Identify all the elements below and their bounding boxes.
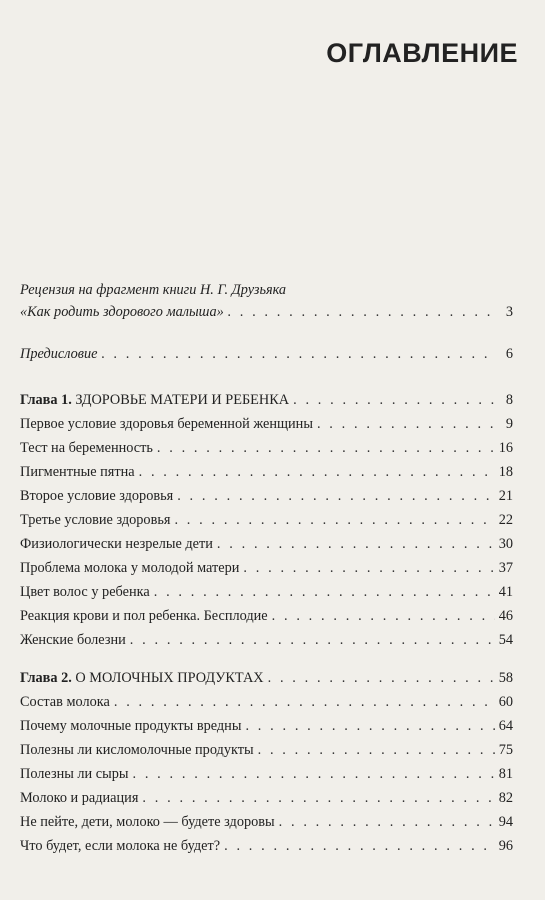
dot-leader: [228, 304, 495, 320]
toc-entry-title: Реакция крови и пол ребенка. Бесплодие: [20, 608, 268, 624]
toc-entry-title: Пигментные пятна: [20, 464, 135, 480]
dot-leader: [174, 512, 494, 528]
dot-leader: [245, 718, 494, 734]
toc-chapter-2[interactable]: [20, 670, 513, 686]
toc-entry-page: 37: [498, 560, 513, 576]
dot-leader: [130, 632, 495, 648]
toc-entry[interactable]: [20, 632, 513, 656]
dot-leader: [154, 584, 495, 600]
toc-entry[interactable]: [20, 814, 513, 838]
toc-entry[interactable]: [20, 536, 513, 560]
toc-entry-title: Полезны ли кисломолочные продукты: [20, 742, 254, 758]
dot-leader: [293, 392, 495, 408]
toc-entry-title: Третье условие здоровья: [20, 512, 171, 528]
toc-entry-title: Проблема молока у молодой матери: [20, 560, 240, 576]
toc-entry-preface[interactable]: [20, 346, 513, 362]
toc-entry-page: 81: [498, 766, 513, 782]
toc-entry-page: 22: [498, 512, 513, 528]
toc-entry-page: 96: [498, 838, 513, 854]
toc-entry-page: 6: [505, 346, 513, 362]
dot-leader: [132, 766, 494, 782]
toc-entry-page: 18: [498, 464, 513, 480]
toc-entry[interactable]: [20, 742, 513, 766]
dot-leader: [177, 488, 495, 504]
toc-entry-page: 3: [505, 304, 513, 320]
toc-entry-title: Тест на беременность: [20, 440, 153, 456]
review-title-line1: Рецензия на фрагмент книги Н. Г. Друзьяка: [20, 282, 287, 298]
toc-entry[interactable]: [20, 416, 513, 440]
toc-entry-title: Что будет, если молока не будет?: [20, 838, 221, 854]
dot-leader: [101, 346, 495, 362]
toc-entry[interactable]: [20, 694, 513, 718]
toc-entry-title: Второе условие здоровья: [20, 488, 174, 504]
chapter-title: О МОЛОЧНЫХ ПРОДУКТАХ: [75, 670, 264, 686]
chapter-2-items: [20, 694, 513, 862]
dot-leader: [258, 742, 495, 758]
toc-entry-title: Женские болезни: [20, 632, 126, 648]
toc-entry[interactable]: [20, 766, 513, 790]
dot-leader: [272, 608, 495, 624]
toc-entry[interactable]: [20, 464, 513, 488]
toc-entry-page: 60: [498, 694, 513, 710]
toc-entry-page: 9: [505, 416, 513, 432]
toc-entry-page: 16: [498, 440, 513, 456]
table-of-contents: [20, 282, 513, 862]
toc-entry[interactable]: [20, 584, 513, 608]
toc-entry-page: 58: [498, 670, 513, 686]
toc-entry[interactable]: [20, 488, 513, 512]
toc-entry-title: Состав молока: [20, 694, 110, 710]
dot-leader: [157, 440, 495, 456]
toc-entry-page: 64: [498, 718, 513, 734]
chapter-label: Глава 1.: [20, 392, 72, 408]
toc-entry-title: «Как родить здорового малыша»: [20, 304, 224, 320]
toc-entry-page: 30: [498, 536, 513, 552]
dot-leader: [114, 694, 495, 710]
dot-leader: [279, 814, 495, 830]
toc-entry-title: Цвет волос у ребенка: [20, 584, 150, 600]
dot-leader: [142, 790, 494, 806]
dot-leader: [139, 464, 495, 480]
toc-entry-title: Физиологически незрелые дети: [20, 536, 213, 552]
toc-entry-page: 21: [498, 488, 513, 504]
dot-leader: [243, 560, 494, 576]
toc-entry-page: 41: [498, 584, 513, 600]
chapter-title: ЗДОРОВЬЕ МАТЕРИ И РЕБЕНКА: [75, 392, 290, 408]
toc-entry[interactable]: [20, 718, 513, 742]
dot-leader: [224, 838, 495, 854]
chapter-1-items: [20, 416, 513, 656]
toc-entry-page: 54: [498, 632, 513, 648]
toc-entry-title: Первое условие здоровья беременной женщины: [20, 416, 313, 432]
page-title: ОГЛАВЛЕНИЕ: [326, 38, 518, 68]
toc-entry-review[interactable]: [20, 304, 513, 320]
toc-entry[interactable]: [20, 560, 513, 584]
toc-entry[interactable]: [20, 790, 513, 814]
toc-entry[interactable]: [20, 838, 513, 862]
toc-chapter-1[interactable]: [20, 392, 513, 408]
toc-entry-page: 46: [498, 608, 513, 624]
toc-entry-page: 82: [498, 790, 513, 806]
toc-entry-title: Почему молочные продукты вредны: [20, 718, 242, 734]
dot-leader: [317, 416, 495, 432]
dot-leader: [217, 536, 495, 552]
toc-entry-page: 75: [498, 742, 513, 758]
chapter-label: Глава 2.: [20, 670, 72, 686]
toc-entry-title: Предисловие: [20, 346, 98, 362]
toc-entry-page: 94: [498, 814, 513, 830]
toc-entry[interactable]: [20, 440, 513, 464]
toc-entry-title: Полезны ли сыры: [20, 766, 129, 782]
toc-entry-page: 8: [505, 392, 513, 408]
toc-entry-title: Молоко и радиация: [20, 790, 139, 806]
toc-entry-title: Не пейте, дети, молоко — будете здоровы: [20, 814, 275, 830]
dot-leader: [268, 670, 495, 686]
toc-entry[interactable]: [20, 608, 513, 632]
toc-entry[interactable]: [20, 512, 513, 536]
